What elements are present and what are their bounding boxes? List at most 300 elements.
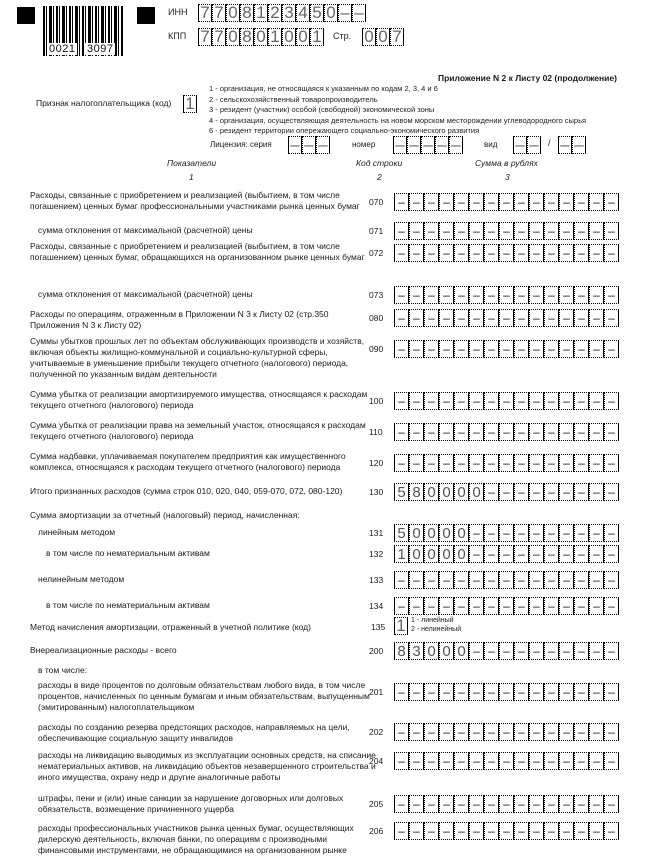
input-cell[interactable]: – bbox=[559, 483, 574, 501]
input-cell[interactable]: – bbox=[514, 795, 529, 813]
input-cell[interactable]: – bbox=[409, 795, 424, 813]
input-cell[interactable]: – bbox=[454, 222, 469, 240]
input-cell[interactable]: – bbox=[574, 392, 589, 410]
input-cell[interactable]: – bbox=[484, 244, 499, 262]
input-cell[interactable]: 0 bbox=[454, 642, 469, 660]
input-cell[interactable]: – bbox=[544, 642, 559, 660]
input-cell[interactable]: – bbox=[559, 454, 574, 472]
input-cell[interactable]: – bbox=[589, 340, 604, 358]
input-cell[interactable]: 4 bbox=[296, 4, 310, 22]
input-cell[interactable]: – bbox=[589, 483, 604, 501]
input-cell[interactable]: – bbox=[514, 597, 529, 615]
input-cell[interactable]: – bbox=[484, 571, 499, 589]
input-cell[interactable]: – bbox=[574, 683, 589, 701]
input-cell[interactable]: 7 bbox=[198, 28, 212, 46]
input-cell[interactable]: 0 bbox=[424, 642, 439, 660]
input-cell[interactable]: – bbox=[484, 454, 499, 472]
input-cell[interactable]: – bbox=[514, 454, 529, 472]
input-cell[interactable]: 2 bbox=[268, 4, 282, 22]
input-cell[interactable]: – bbox=[574, 723, 589, 741]
amount-field-206[interactable] bbox=[394, 822, 619, 840]
input-cell[interactable]: – bbox=[469, 545, 484, 563]
input-cell[interactable]: – bbox=[439, 340, 454, 358]
input-cell[interactable]: 0 bbox=[424, 545, 439, 563]
input-cell[interactable]: – bbox=[424, 309, 439, 327]
input-cell[interactable]: – bbox=[604, 286, 619, 304]
input-cell[interactable]: – bbox=[604, 597, 619, 615]
input-cell[interactable]: – bbox=[424, 244, 439, 262]
input-cell[interactable]: – bbox=[559, 193, 574, 211]
input-cell[interactable]: 7 bbox=[390, 28, 404, 46]
input-cell[interactable]: – bbox=[559, 723, 574, 741]
input-cell[interactable]: – bbox=[484, 723, 499, 741]
input-cell[interactable]: – bbox=[499, 340, 514, 358]
input-cell[interactable]: 1 bbox=[394, 545, 409, 563]
input-cell[interactable]: – bbox=[409, 392, 424, 410]
input-cell[interactable]: – bbox=[574, 193, 589, 211]
input-cell[interactable]: 0 bbox=[424, 524, 439, 542]
input-cell[interactable]: – bbox=[514, 483, 529, 501]
amount-field-200[interactable] bbox=[394, 642, 619, 660]
input-cell[interactable]: – bbox=[604, 340, 619, 358]
input-cell[interactable]: – bbox=[574, 423, 589, 441]
input-cell[interactable]: – bbox=[484, 309, 499, 327]
input-cell[interactable]: – bbox=[514, 286, 529, 304]
input-cell[interactable]: – bbox=[394, 340, 409, 358]
input-cell[interactable]: 0 bbox=[454, 483, 469, 501]
input-cell[interactable]: – bbox=[514, 193, 529, 211]
input-cell[interactable]: – bbox=[394, 723, 409, 741]
input-cell[interactable]: – bbox=[439, 683, 454, 701]
amount-field-070[interactable] bbox=[394, 193, 619, 211]
input-cell[interactable]: – bbox=[499, 244, 514, 262]
input-cell[interactable]: – bbox=[424, 723, 439, 741]
input-cell[interactable]: – bbox=[424, 286, 439, 304]
input-cell[interactable]: – bbox=[409, 423, 424, 441]
input-cell[interactable]: – bbox=[454, 723, 469, 741]
input-cell[interactable]: – bbox=[338, 4, 352, 22]
input-cell[interactable]: – bbox=[574, 340, 589, 358]
input-cell[interactable]: – bbox=[574, 222, 589, 240]
input-cell[interactable]: – bbox=[544, 392, 559, 410]
input-cell[interactable]: – bbox=[484, 752, 499, 770]
input-cell[interactable]: – bbox=[529, 545, 544, 563]
input-cell[interactable]: 0 bbox=[469, 483, 484, 501]
input-cell[interactable]: – bbox=[529, 524, 544, 542]
amount-field-201[interactable] bbox=[394, 683, 619, 701]
input-cell[interactable]: – bbox=[454, 683, 469, 701]
input-cell[interactable]: – bbox=[394, 244, 409, 262]
input-cell[interactable]: – bbox=[604, 244, 619, 262]
input-cell[interactable]: 5 bbox=[394, 483, 409, 501]
input-cell[interactable]: – bbox=[469, 795, 484, 813]
amount-field-205[interactable] bbox=[394, 795, 619, 813]
amount-field-072[interactable] bbox=[394, 244, 619, 262]
input-cell[interactable]: – bbox=[454, 454, 469, 472]
input-cell[interactable]: 1 bbox=[254, 4, 268, 22]
input-cell[interactable]: – bbox=[604, 795, 619, 813]
input-cell[interactable]: – bbox=[469, 752, 484, 770]
input-cell[interactable]: – bbox=[499, 795, 514, 813]
input-cell[interactable]: – bbox=[499, 222, 514, 240]
input-cell[interactable]: – bbox=[424, 822, 439, 840]
input-cell[interactable]: – bbox=[454, 286, 469, 304]
input-cell[interactable]: – bbox=[574, 309, 589, 327]
input-cell[interactable]: – bbox=[589, 222, 604, 240]
input-cell[interactable]: – bbox=[484, 545, 499, 563]
input-cell[interactable]: – bbox=[424, 752, 439, 770]
input-cell[interactable]: – bbox=[529, 597, 544, 615]
input-cell[interactable]: – bbox=[514, 683, 529, 701]
input-cell[interactable]: – bbox=[499, 597, 514, 615]
input-cell[interactable]: – bbox=[394, 193, 409, 211]
input-cell[interactable]: – bbox=[604, 545, 619, 563]
input-cell[interactable]: – bbox=[559, 642, 574, 660]
input-cell[interactable]: – bbox=[544, 795, 559, 813]
input-cell[interactable]: 1 bbox=[268, 28, 282, 46]
input-cell[interactable]: – bbox=[454, 193, 469, 211]
input-cell[interactable]: – bbox=[559, 822, 574, 840]
input-cell[interactable]: – bbox=[589, 309, 604, 327]
input-cell[interactable]: – bbox=[574, 524, 589, 542]
input-cell[interactable]: – bbox=[409, 309, 424, 327]
input-cell[interactable]: – bbox=[484, 795, 499, 813]
input-cell[interactable]: – bbox=[409, 571, 424, 589]
input-cell[interactable]: – bbox=[316, 136, 330, 154]
input-cell[interactable]: – bbox=[454, 822, 469, 840]
input-cell[interactable]: – bbox=[574, 795, 589, 813]
input-cell[interactable]: – bbox=[514, 571, 529, 589]
input-cell[interactable]: – bbox=[514, 222, 529, 240]
license-type-field-b[interactable] bbox=[558, 136, 586, 154]
input-cell[interactable]: 0 bbox=[282, 28, 296, 46]
input-cell[interactable]: – bbox=[559, 309, 574, 327]
input-cell[interactable]: 1 bbox=[394, 617, 408, 635]
input-cell[interactable]: – bbox=[529, 244, 544, 262]
input-cell[interactable]: 0 bbox=[439, 642, 454, 660]
input-cell[interactable]: – bbox=[484, 340, 499, 358]
input-cell[interactable]: 8 bbox=[409, 483, 424, 501]
input-cell[interactable]: – bbox=[604, 483, 619, 501]
input-cell[interactable]: – bbox=[439, 392, 454, 410]
input-cell[interactable]: – bbox=[544, 524, 559, 542]
input-cell[interactable]: – bbox=[559, 597, 574, 615]
input-cell[interactable]: 7 bbox=[212, 4, 226, 22]
input-cell[interactable]: – bbox=[589, 597, 604, 615]
input-cell[interactable]: – bbox=[439, 454, 454, 472]
input-cell[interactable]: – bbox=[559, 423, 574, 441]
input-cell[interactable]: – bbox=[439, 309, 454, 327]
input-cell[interactable]: – bbox=[527, 136, 541, 154]
input-cell[interactable]: – bbox=[529, 822, 544, 840]
amount-field-100[interactable] bbox=[394, 392, 619, 410]
input-cell[interactable]: – bbox=[484, 193, 499, 211]
input-cell[interactable]: – bbox=[469, 193, 484, 211]
input-cell[interactable]: – bbox=[559, 222, 574, 240]
input-cell[interactable]: 0 bbox=[409, 545, 424, 563]
input-cell[interactable]: – bbox=[409, 454, 424, 472]
input-cell[interactable]: – bbox=[559, 286, 574, 304]
input-cell[interactable]: – bbox=[604, 752, 619, 770]
input-cell[interactable]: 0 bbox=[454, 545, 469, 563]
input-cell[interactable]: – bbox=[469, 309, 484, 327]
input-cell[interactable]: 7 bbox=[198, 4, 212, 22]
input-cell[interactable]: – bbox=[469, 723, 484, 741]
input-cell[interactable]: – bbox=[394, 752, 409, 770]
input-cell[interactable]: – bbox=[604, 392, 619, 410]
input-cell[interactable]: – bbox=[484, 597, 499, 615]
input-cell[interactable]: – bbox=[499, 309, 514, 327]
input-cell[interactable]: – bbox=[499, 822, 514, 840]
input-cell[interactable]: – bbox=[604, 193, 619, 211]
input-cell[interactable]: – bbox=[589, 752, 604, 770]
input-cell[interactable]: – bbox=[469, 244, 484, 262]
inn-field[interactable] bbox=[198, 4, 366, 22]
input-cell[interactable]: – bbox=[394, 683, 409, 701]
input-cell[interactable]: – bbox=[454, 392, 469, 410]
input-cell[interactable]: – bbox=[288, 136, 302, 154]
input-cell[interactable]: – bbox=[529, 723, 544, 741]
amount-field-131[interactable] bbox=[394, 524, 619, 542]
input-cell[interactable]: – bbox=[409, 286, 424, 304]
input-cell[interactable]: – bbox=[574, 286, 589, 304]
input-cell[interactable]: – bbox=[454, 752, 469, 770]
input-cell[interactable]: – bbox=[604, 454, 619, 472]
input-cell[interactable]: – bbox=[529, 340, 544, 358]
input-cell[interactable]: – bbox=[589, 193, 604, 211]
input-cell[interactable]: – bbox=[604, 423, 619, 441]
input-cell[interactable]: 3 bbox=[409, 642, 424, 660]
input-cell[interactable]: – bbox=[589, 683, 604, 701]
input-cell[interactable]: – bbox=[604, 309, 619, 327]
input-cell[interactable]: – bbox=[572, 136, 586, 154]
input-cell[interactable]: – bbox=[589, 571, 604, 589]
input-cell[interactable]: – bbox=[544, 244, 559, 262]
input-cell[interactable]: – bbox=[499, 524, 514, 542]
input-cell[interactable]: – bbox=[529, 309, 544, 327]
input-cell[interactable]: – bbox=[439, 795, 454, 813]
amount-field-134[interactable] bbox=[394, 597, 619, 615]
input-cell[interactable]: – bbox=[484, 483, 499, 501]
input-cell[interactable]: – bbox=[469, 822, 484, 840]
input-cell[interactable]: – bbox=[409, 222, 424, 240]
input-cell[interactable]: – bbox=[484, 683, 499, 701]
input-cell[interactable]: – bbox=[529, 423, 544, 441]
input-cell[interactable]: – bbox=[409, 683, 424, 701]
input-cell[interactable]: – bbox=[589, 642, 604, 660]
amount-field-073[interactable] bbox=[394, 286, 619, 304]
input-cell[interactable]: – bbox=[544, 193, 559, 211]
amount-field-110[interactable] bbox=[394, 423, 619, 441]
input-cell[interactable]: 7 bbox=[212, 28, 226, 46]
input-cell[interactable]: – bbox=[544, 683, 559, 701]
input-cell[interactable]: – bbox=[513, 136, 527, 154]
input-cell[interactable]: – bbox=[409, 193, 424, 211]
input-cell[interactable]: – bbox=[469, 642, 484, 660]
input-cell[interactable]: – bbox=[407, 136, 421, 154]
input-cell[interactable]: – bbox=[424, 795, 439, 813]
input-cell[interactable]: 0 bbox=[439, 483, 454, 501]
input-cell[interactable]: 0 bbox=[424, 483, 439, 501]
input-cell[interactable]: – bbox=[484, 423, 499, 441]
input-cell[interactable]: – bbox=[529, 286, 544, 304]
input-cell[interactable]: – bbox=[424, 454, 439, 472]
input-cell[interactable]: 0 bbox=[362, 28, 376, 46]
input-cell[interactable]: – bbox=[394, 286, 409, 304]
input-cell[interactable]: – bbox=[589, 286, 604, 304]
kpp-field[interactable] bbox=[198, 28, 324, 46]
input-cell[interactable]: – bbox=[469, 392, 484, 410]
input-cell[interactable]: – bbox=[544, 571, 559, 589]
input-cell[interactable]: – bbox=[499, 392, 514, 410]
input-cell[interactable]: – bbox=[574, 822, 589, 840]
input-cell[interactable]: – bbox=[439, 222, 454, 240]
input-cell[interactable]: 0 bbox=[324, 4, 338, 22]
input-cell[interactable]: – bbox=[469, 597, 484, 615]
input-cell[interactable]: – bbox=[529, 683, 544, 701]
input-cell[interactable]: – bbox=[469, 524, 484, 542]
input-cell[interactable]: – bbox=[559, 524, 574, 542]
input-cell[interactable]: – bbox=[529, 222, 544, 240]
input-cell[interactable]: – bbox=[424, 222, 439, 240]
input-cell[interactable]: – bbox=[499, 286, 514, 304]
input-cell[interactable]: – bbox=[439, 822, 454, 840]
input-cell[interactable]: – bbox=[574, 454, 589, 472]
input-cell[interactable]: – bbox=[529, 642, 544, 660]
input-cell[interactable]: – bbox=[499, 193, 514, 211]
input-cell[interactable]: – bbox=[514, 752, 529, 770]
input-cell[interactable]: – bbox=[514, 822, 529, 840]
input-cell[interactable]: – bbox=[469, 340, 484, 358]
input-cell[interactable]: – bbox=[394, 597, 409, 615]
input-cell[interactable]: – bbox=[544, 286, 559, 304]
input-cell[interactable]: – bbox=[574, 244, 589, 262]
input-cell[interactable]: – bbox=[544, 222, 559, 240]
input-cell[interactable]: – bbox=[574, 642, 589, 660]
input-cell[interactable]: – bbox=[514, 309, 529, 327]
input-cell[interactable]: – bbox=[589, 244, 604, 262]
input-cell[interactable]: – bbox=[454, 244, 469, 262]
input-cell[interactable]: – bbox=[514, 524, 529, 542]
input-cell[interactable]: – bbox=[454, 571, 469, 589]
input-cell[interactable]: – bbox=[499, 483, 514, 501]
input-cell[interactable]: – bbox=[421, 136, 435, 154]
input-cell[interactable]: – bbox=[589, 392, 604, 410]
input-cell[interactable]: – bbox=[409, 340, 424, 358]
input-cell[interactable]: – bbox=[424, 571, 439, 589]
input-cell[interactable]: 8 bbox=[240, 4, 254, 22]
input-cell[interactable]: 0 bbox=[376, 28, 390, 46]
input-cell[interactable]: 0 bbox=[296, 28, 310, 46]
input-cell[interactable]: – bbox=[484, 524, 499, 542]
input-cell[interactable]: – bbox=[469, 286, 484, 304]
input-cell[interactable]: – bbox=[544, 454, 559, 472]
input-cell[interactable]: – bbox=[559, 244, 574, 262]
amount-field-130[interactable] bbox=[394, 483, 619, 501]
input-cell[interactable]: – bbox=[439, 423, 454, 441]
amount-field-090[interactable] bbox=[394, 340, 619, 358]
input-cell[interactable]: – bbox=[514, 545, 529, 563]
input-cell[interactable]: – bbox=[544, 752, 559, 770]
input-cell[interactable]: – bbox=[499, 642, 514, 660]
input-cell[interactable]: – bbox=[589, 423, 604, 441]
input-cell[interactable]: – bbox=[514, 392, 529, 410]
input-cell[interactable]: – bbox=[499, 683, 514, 701]
input-cell[interactable]: – bbox=[439, 752, 454, 770]
input-cell[interactable]: – bbox=[449, 136, 463, 154]
input-cell[interactable]: – bbox=[484, 822, 499, 840]
amount-field-132[interactable] bbox=[394, 545, 619, 563]
input-cell[interactable]: – bbox=[544, 340, 559, 358]
input-cell[interactable]: – bbox=[424, 340, 439, 358]
input-cell[interactable]: 3 bbox=[282, 4, 296, 22]
input-cell[interactable]: 5 bbox=[394, 524, 409, 542]
input-cell[interactable]: 0 bbox=[226, 4, 240, 22]
input-cell[interactable]: – bbox=[409, 723, 424, 741]
input-cell[interactable]: – bbox=[424, 597, 439, 615]
page-number-field[interactable] bbox=[362, 28, 404, 46]
input-cell[interactable]: – bbox=[484, 392, 499, 410]
input-cell[interactable]: – bbox=[514, 423, 529, 441]
input-cell[interactable]: – bbox=[394, 222, 409, 240]
input-cell[interactable]: – bbox=[544, 822, 559, 840]
license-series-field[interactable] bbox=[288, 136, 330, 154]
input-cell[interactable]: – bbox=[529, 571, 544, 589]
input-cell[interactable]: – bbox=[574, 545, 589, 563]
input-cell[interactable]: – bbox=[589, 524, 604, 542]
method-field[interactable] bbox=[394, 617, 408, 635]
input-cell[interactable]: – bbox=[484, 286, 499, 304]
input-cell[interactable]: – bbox=[589, 454, 604, 472]
input-cell[interactable]: – bbox=[484, 222, 499, 240]
input-cell[interactable]: – bbox=[469, 571, 484, 589]
input-cell[interactable]: – bbox=[439, 571, 454, 589]
input-cell[interactable]: – bbox=[469, 454, 484, 472]
taxpayer-sign-field[interactable] bbox=[183, 95, 197, 113]
input-cell[interactable]: 0 bbox=[226, 28, 240, 46]
input-cell[interactable]: – bbox=[589, 723, 604, 741]
input-cell[interactable]: – bbox=[514, 244, 529, 262]
input-cell[interactable]: – bbox=[394, 392, 409, 410]
input-cell[interactable]: – bbox=[439, 597, 454, 615]
input-cell[interactable]: 0 bbox=[409, 524, 424, 542]
input-cell[interactable]: – bbox=[574, 752, 589, 770]
input-cell[interactable]: 0 bbox=[439, 524, 454, 542]
input-cell[interactable]: – bbox=[558, 136, 572, 154]
input-cell[interactable]: – bbox=[559, 340, 574, 358]
input-cell[interactable]: – bbox=[559, 752, 574, 770]
input-cell[interactable]: – bbox=[499, 545, 514, 563]
input-cell[interactable]: – bbox=[499, 723, 514, 741]
input-cell[interactable]: – bbox=[604, 222, 619, 240]
input-cell[interactable]: – bbox=[514, 723, 529, 741]
input-cell[interactable]: – bbox=[589, 795, 604, 813]
license-number-field[interactable] bbox=[393, 136, 463, 154]
input-cell[interactable]: – bbox=[604, 571, 619, 589]
input-cell[interactable]: – bbox=[589, 545, 604, 563]
input-cell[interactable]: – bbox=[454, 423, 469, 441]
input-cell[interactable]: 8 bbox=[240, 28, 254, 46]
input-cell[interactable]: – bbox=[409, 597, 424, 615]
input-cell[interactable]: – bbox=[409, 244, 424, 262]
input-cell[interactable]: – bbox=[529, 795, 544, 813]
input-cell[interactable]: – bbox=[574, 571, 589, 589]
input-cell[interactable]: – bbox=[559, 571, 574, 589]
input-cell[interactable]: – bbox=[454, 795, 469, 813]
input-cell[interactable]: – bbox=[469, 222, 484, 240]
input-cell[interactable]: – bbox=[574, 483, 589, 501]
input-cell[interactable]: – bbox=[394, 795, 409, 813]
